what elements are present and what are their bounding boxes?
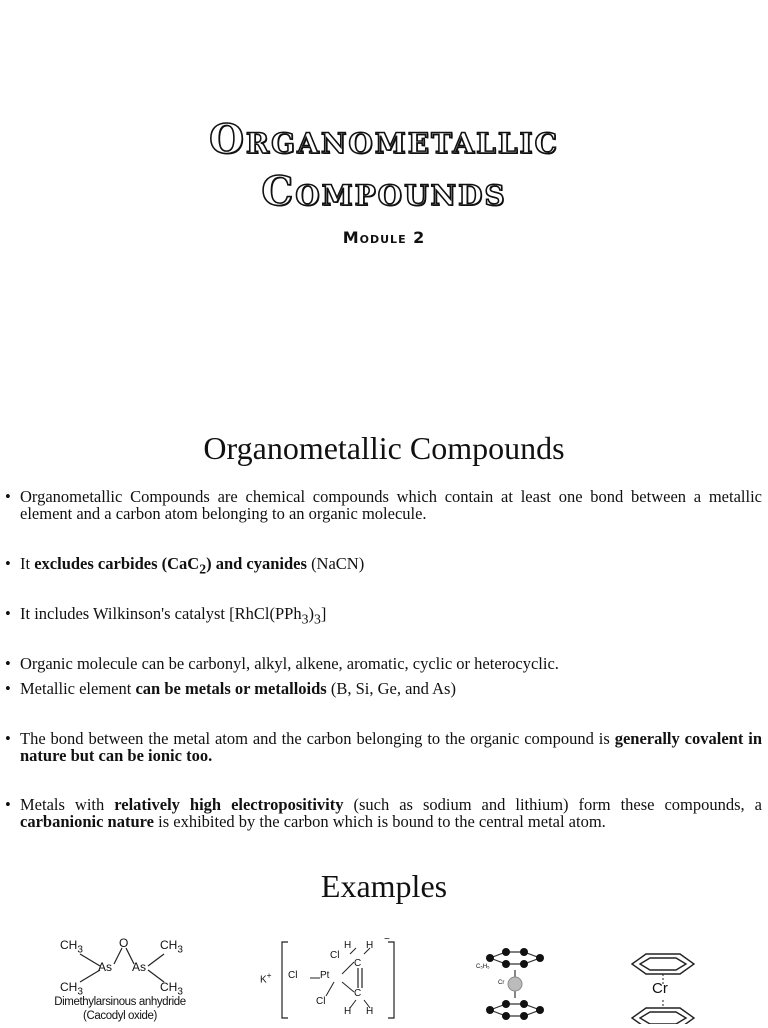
platinum-label: Pt [320,970,330,981]
bold-text: ) and cyanides [206,554,307,573]
bullet-excludes [20,555,762,577]
potassium-label: K+ [260,970,272,986]
example-zeise-salt [258,930,408,1024]
chromium-label: Cr [652,980,668,997]
text: It [20,554,35,573]
subscript: 3 [313,611,321,627]
examples-heading: Examples [320,868,448,904]
methyl-label: $CH_3$ [160,980,183,998]
cacodyl-name: Dimethylarsinous anhydride [54,996,186,1008]
chloride-label: Cl [316,996,326,1007]
example-cacodyl-oxide [40,930,200,1024]
bold-text: relatively high electropositivity [114,795,344,814]
hydrogen-label: H [366,1006,374,1017]
text: (B, Si, Ge, and As) [326,679,456,698]
text: Metals with [20,795,115,814]
text: ] [320,604,327,623]
example-sandwich-model [470,930,580,1024]
bullet-electropositivity [20,796,762,830]
text: (NaCN) [306,554,365,573]
chloride-label: Cl [330,950,340,961]
text: Organometallic Compounds are chemical compounds which contain at least one bond between a metallic element and a carbon atom belonging to an organic molecule. [20,487,762,523]
carbon-label: C [354,988,362,999]
hydrogen-label: H [366,940,374,951]
subscript: 2 [199,561,207,577]
arsenic-label: As [98,960,113,974]
charge-label: − [384,934,390,945]
title-line-1: Organometallic [209,116,559,163]
chloride-label: Cl [288,970,298,981]
bullet-bond-nature [20,730,762,764]
methyl-label: $CH_3$ [60,938,83,956]
text: (such as sodium and lithium) form these compounds, a [343,795,762,814]
methyl-label: $CH_3$ [160,938,183,956]
ring-label: C₅H₅ [476,964,490,970]
text: is exhibited by the carbon which is bound to the central metal atom. [154,812,606,831]
example-dibenzene-chromium [622,930,712,1024]
title-line-2: Compounds [261,168,507,215]
hydrogen-label: H [344,940,352,951]
subscript: 3 [301,611,309,627]
cacodyl-alt-name: (Cacodyl oxide) [83,1010,157,1022]
arsenic-label: As [132,960,147,974]
text: ) [308,604,314,623]
carbon-label: C [354,958,362,969]
text: Metallic element [20,679,136,698]
oxygen-label: O [119,936,129,950]
methyl-label: $CH_3$ [60,980,83,998]
bold-text: can be metals or metalloids [135,679,327,698]
slide-title [0,114,768,218]
text: It includes Wilkinson's catalyst [RhCl(PPh [20,604,302,623]
sandwich-ball-stick-icon [470,930,580,1024]
text: The bond between the metal atom and the carbon belonging to the organic compound is [20,729,615,748]
slide-subtitle: Module 2 [342,228,426,247]
text: Organic molecule can be carbonyl, alkyl, alkene, aromatic, cyclic or heterocyclic. [20,654,559,673]
hydrogen-label: H [344,1006,352,1017]
bullet-metallic-element [20,680,762,697]
section-heading: Organometallic Compounds [203,430,565,466]
bullet-organic-molecule [20,655,762,672]
bold-text: excludes carbides (CaC [34,554,200,573]
dibenzene-chromium-structure [622,930,712,1024]
metal-label: Cr [498,980,505,986]
bold-text: generally covalent in nature but can be ionic too. [20,729,762,765]
bullet-includes [20,605,762,627]
bold-text: carbanionic nature [20,812,154,831]
bullet-definition [20,488,762,522]
